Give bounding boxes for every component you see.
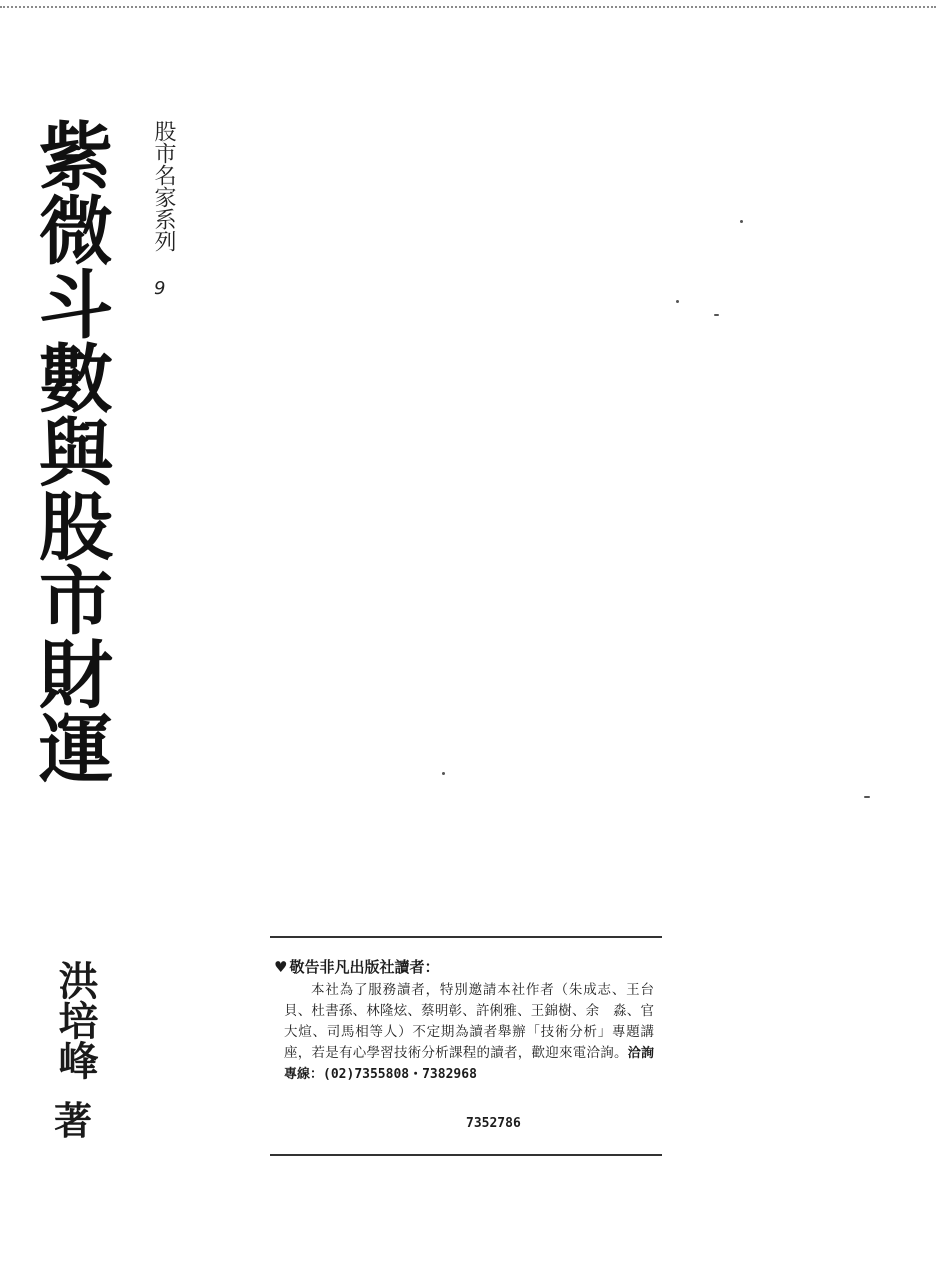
scan-speck <box>714 314 719 316</box>
hotline-label: 洽詢專線： <box>284 1046 654 1082</box>
scan-speck <box>676 300 679 303</box>
series-name: 股市名家系列 <box>151 120 176 252</box>
scan-speck <box>740 220 743 223</box>
scan-speck <box>864 796 870 798</box>
heart-icon: ♥ <box>274 958 288 976</box>
scan-speck <box>442 772 445 775</box>
notice-heading <box>274 956 439 977</box>
notice-body-text: 本社為了服務讀者，特別邀請本社作者（朱成志、王台貝、杜書孫、林隆炫、蔡明彰、許俐雅、王錦樹、余 淼、官大煊、司馬相等人）不定期為讀者舉辦「技術分析」專題講座，若是有心學習技術分析課程的讀者，歡迎來電洽詢。 <box>284 982 654 1061</box>
author-name: 洪培峰 <box>52 960 99 1080</box>
hotline-extra-number: 7352786 <box>466 1116 521 1131</box>
notice-title: 敬告非凡出版社讀者： <box>289 958 440 976</box>
series-number: 9 <box>154 278 166 299</box>
top-dotted-rule <box>0 6 936 8</box>
book-title: 紫微斗數與股市財運 <box>27 118 113 784</box>
notice-body-paragraph <box>284 980 654 1085</box>
reader-notice-box <box>270 936 662 1156</box>
author-suffix: 著 <box>54 1098 93 1143</box>
hotline-numbers: (02)7355808・7382968 <box>323 1067 477 1082</box>
